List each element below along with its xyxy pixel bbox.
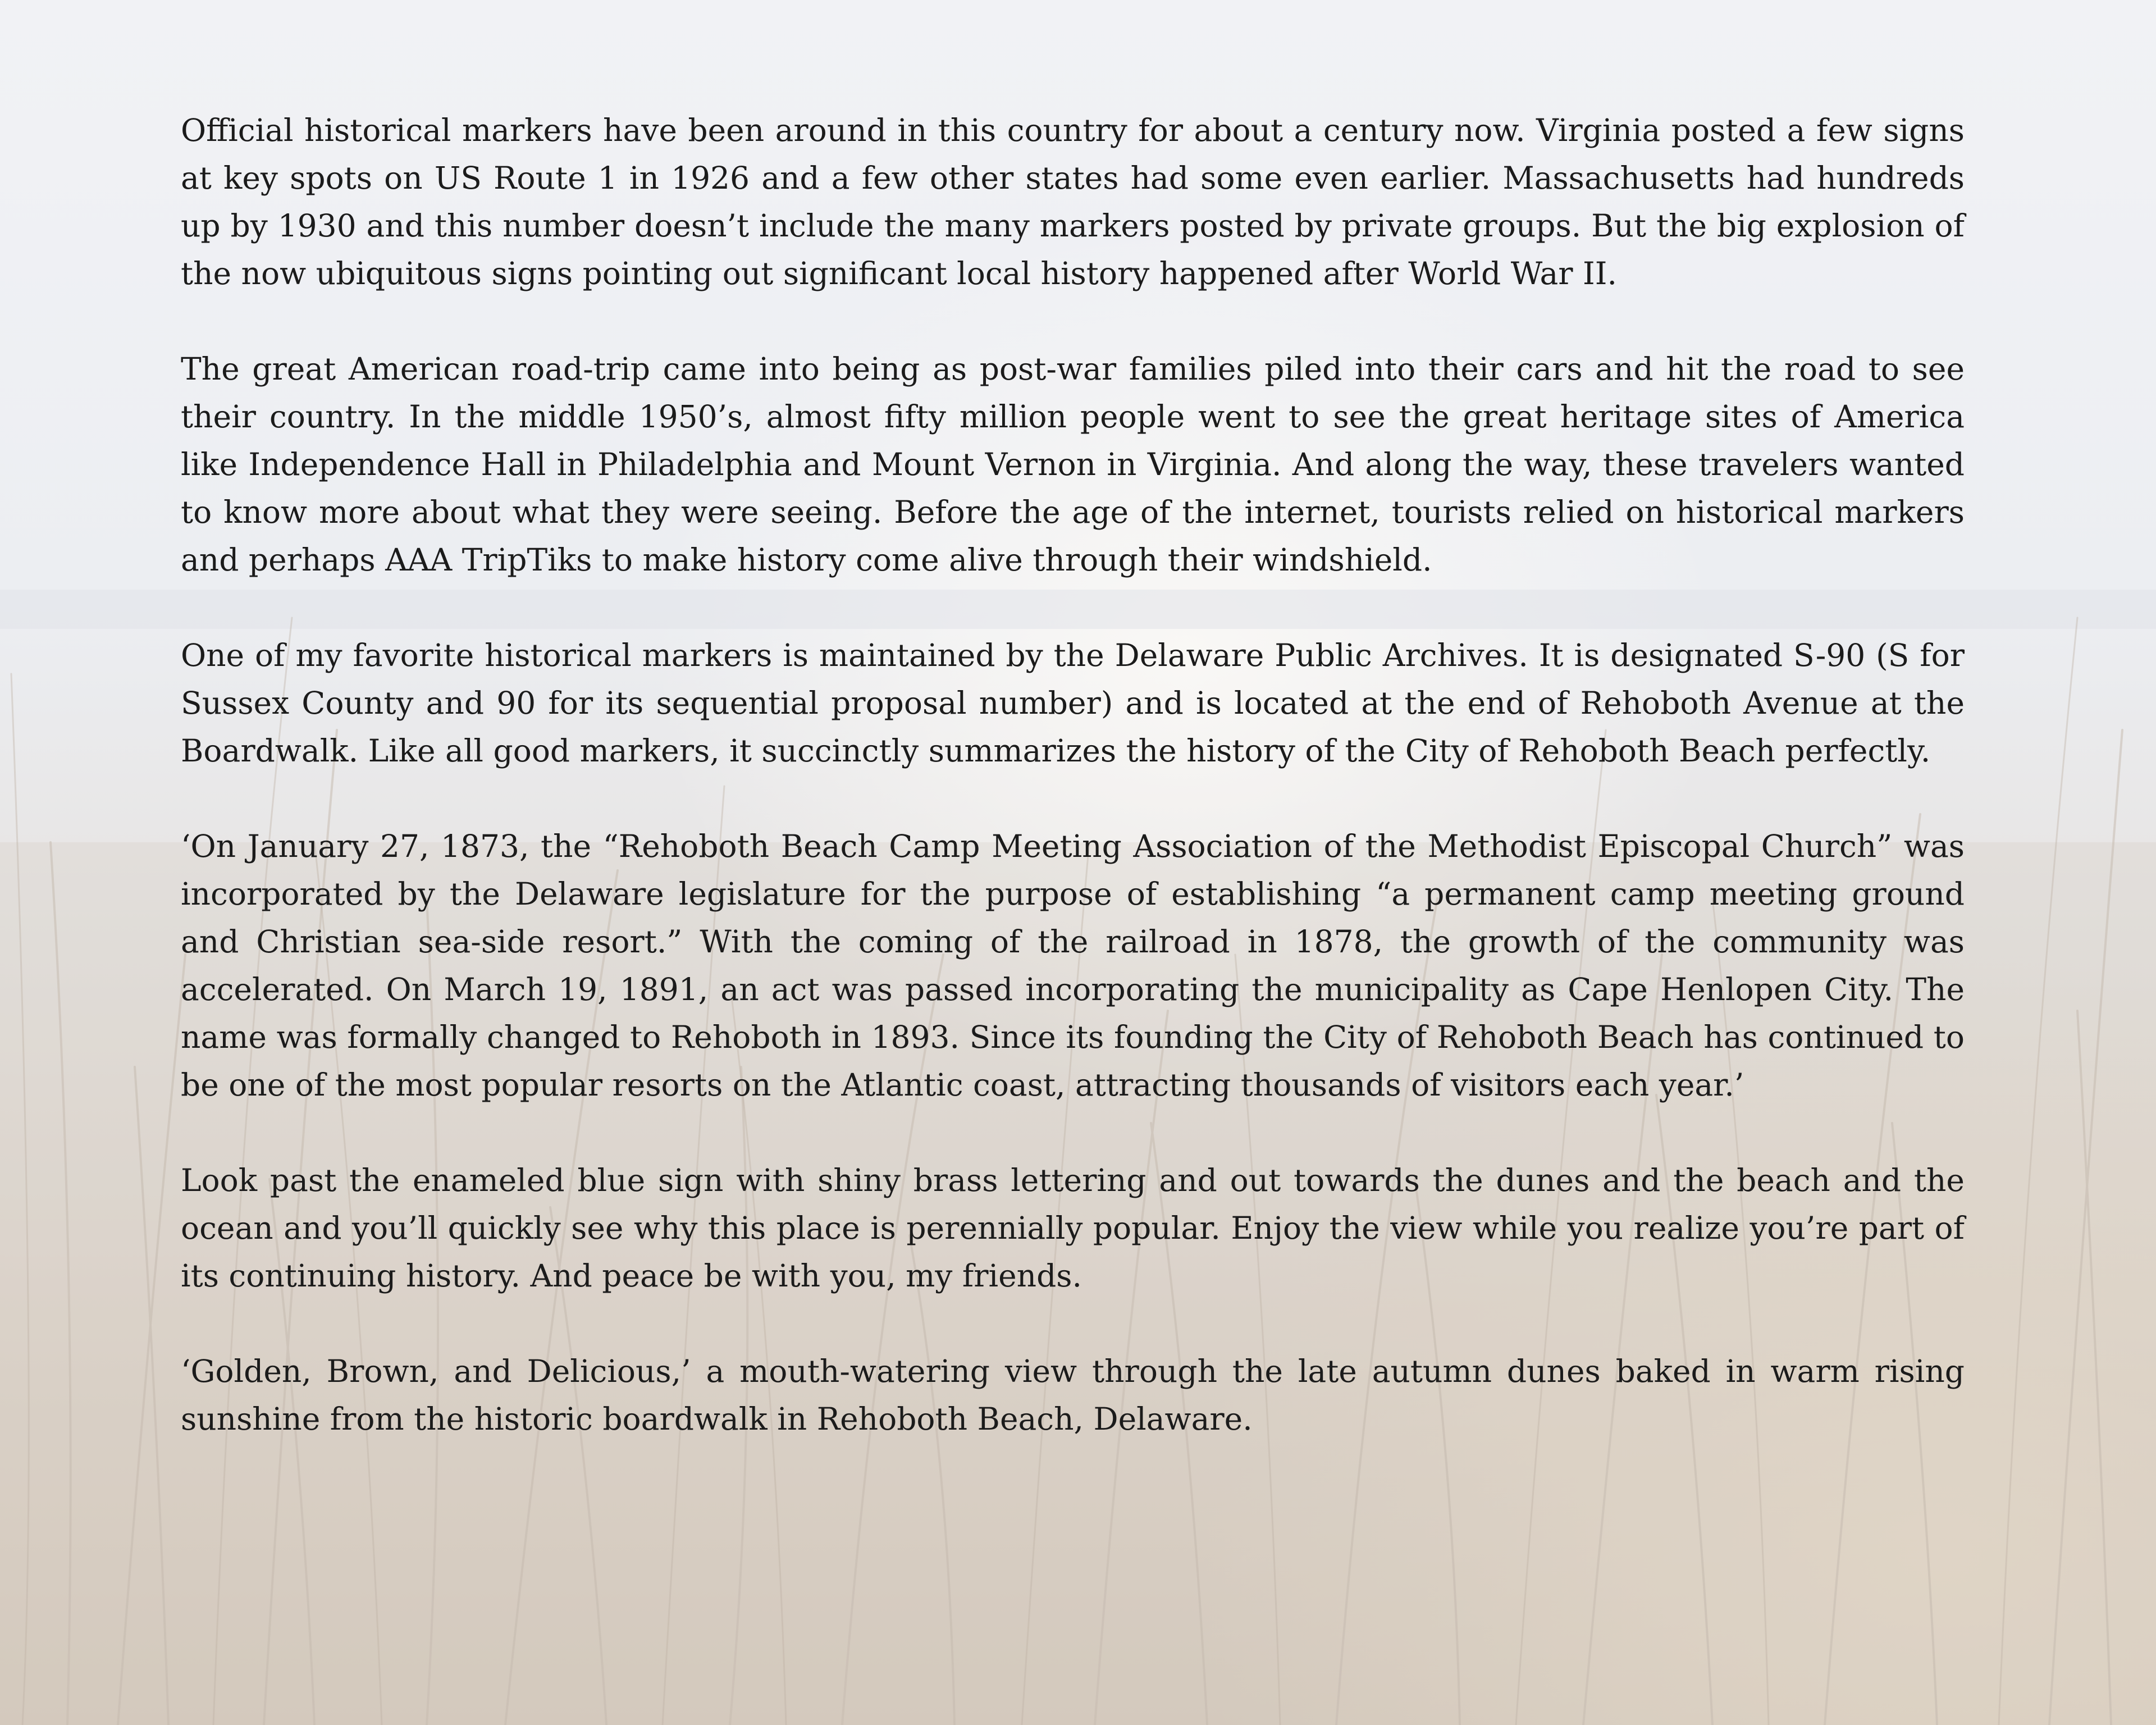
paragraph-marker-quote: ‘On January 27, 1873, the “Rehoboth Beach Camp Meeting Association of the Methodist Episcopal Church” was incorporated by the Delaware legislature for the purpose of establishing “a permanent camp meeting ground and Christian sea-side resort.” With the coming of the railroad in 1878, the growth of the community was accelerated. On March 19, 1891, an act was passed incorporating the municipality as Cape Henlopen City. The name was formally changed to Rehoboth in 1893. Since its founding the City of Rehoboth Beach has continued to be one of the most popular resorts on the Atlantic coast, attracting thousands of visitors each year.’ (181, 828, 1965, 1103)
paragraph-photo-caption: ‘Golden, Brown, and Delicious,’ a mouth-watering view through the late autumn dunes baked in warm rising sunshine from the historic boardwalk in Rehoboth Beach, Delaware. (181, 1353, 1965, 1437)
paragraph-closing: Look past the enameled blue sign with shiny brass lettering and out towards the dunes and the beach and the ocean and you’ll quickly see why this place is perennially popular. Enjoy the view while you realize you’re part of its continuing history. And peace be with you, my friends. (181, 1162, 1965, 1294)
paragraph-favorite-marker: One of my favorite historical markers is maintained by the Delaware Public Archives. It is designated S-90 (S for Sussex County and 90 for its sequential proposal number) and is located at the end of Rehoboth Avenue at the Boardwalk. Like all good markers, it succinctly summarizes the history of the City of Rehoboth Beach perfectly. (181, 637, 1965, 769)
paragraph-markers-history: Official historical markers have been around in this country for about a century now. Virginia posted a few signs at key spots on US Route 1 in 1926 and a few other states had some even earlier. Massachusetts had hundreds up by 1930 and this number doesn’t include the many markers posted by private groups. But the big explosion of the now ubiquitous signs pointing out significant local history happened after World War II. (181, 112, 1965, 291)
article-body (181, 107, 1965, 1443)
paragraph-road-trip: The great American road-trip came into being as post-war families piled into their cars and hit the road to see their country. In the middle 1950’s, almost fifty million people went to see the great heritage sites of America like Independence Hall in Philadelphia and Mount Vernon in Virginia. And along the way, these travelers wanted to know more about what they were seeing. Before the age of the internet, tourists relied on historical markers and perhaps AAA TripTiks to make history come alive through their windshield. (181, 351, 1965, 578)
